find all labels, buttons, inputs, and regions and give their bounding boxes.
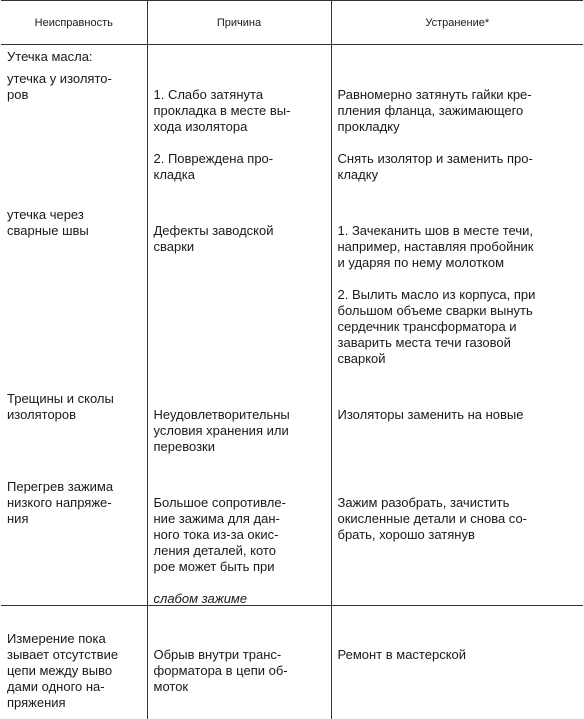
fault-cell: Измерение пока зывает отсутствие цепи между выво дами одного на- пряжения: [7, 631, 119, 710]
cause-text: Неудовлетворительны условия хранения или перевозки: [153, 407, 290, 454]
header-fix: Устранение*: [331, 1, 583, 45]
table-row: [1, 625, 583, 719]
fault-cell: Перегрев зажима низкого напряже- ния: [7, 479, 114, 526]
cause-text: Обрыв внутри транс- форматора в цепи об- моток: [153, 647, 288, 694]
cause-cell: [147, 473, 331, 625]
fix-cell: [331, 201, 583, 385]
table-row: [1, 201, 583, 385]
header-fault: Неисправность: [1, 1, 147, 45]
fix-cell: [331, 65, 583, 201]
cause-cell: [147, 385, 331, 473]
fix-text: Равномерно затянуть гайки кре- пления фланца, зажимающего прокладку: [337, 87, 532, 134]
fix-text: 1. Зачеканить шов в месте течи, например, наставляя пробойник и ударяя по нему молотком: [337, 223, 534, 270]
cause-text: Большое сопротивле- ние зажима для дан- ного тока из-за окис- ления деталей, кото рое может быть при: [153, 495, 286, 574]
fault-cell: утечка у изолято- ров: [7, 71, 112, 102]
cause-text: Дефекты заводской сварки: [153, 223, 274, 254]
fix-cell: [331, 625, 583, 719]
fault-table: [1, 0, 583, 719]
table-header-row: [1, 1, 583, 45]
fix-text: Ремонт в мастерской: [337, 647, 467, 662]
fix-text: Снять изолятор и заменить про- кладку: [337, 151, 533, 182]
cause-cell: [147, 65, 331, 201]
fix-text: 2. Вылить масло из корпуса, при большом объеме сварки вынуть сердечник трансформатора и заварить места течи газовой сваркой: [337, 287, 536, 366]
header-cause: Причина: [147, 1, 331, 45]
cause-text: 2. Повреждена про- кладка: [153, 151, 274, 182]
table-row: [1, 385, 583, 473]
cause-cell: [147, 201, 331, 385]
cause-text-italic: слабом зажиме: [153, 591, 248, 606]
fix-cell: [331, 385, 583, 473]
section-title: Утечка масла:: [7, 49, 93, 64]
fix-cell: [331, 473, 583, 625]
table-row: [1, 65, 583, 201]
table-row: [1, 473, 583, 625]
fault-cell: Трещины и сколы изоляторов: [7, 391, 114, 422]
section-row: [1, 45, 583, 66]
cause-cell: [147, 625, 331, 719]
cause-text: 1. Слабо затянута прокладка в месте вы- хода изолятора: [153, 87, 291, 134]
fault-cell: утечка через сварные швы: [7, 207, 89, 238]
bottom-rule: [1, 605, 583, 606]
fix-text: Зажим разобрать, зачистить окисленные детали и снова со- брать, хорошо затянув: [337, 495, 528, 542]
fix-text: Изоляторы заменить на новые: [337, 407, 524, 422]
